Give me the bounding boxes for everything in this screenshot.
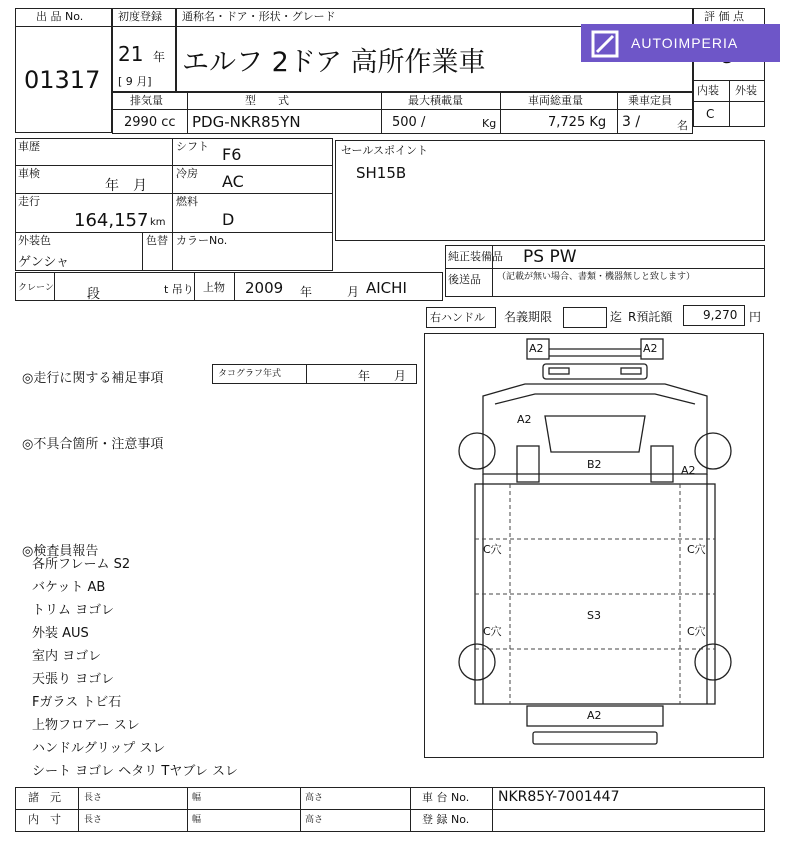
max-load-value: 500 / bbox=[392, 115, 426, 130]
max-load-unit: Kg bbox=[482, 117, 497, 130]
history-label: 車歴 bbox=[18, 140, 40, 153]
crane-lift: t 吊り bbox=[164, 283, 194, 296]
gross-weight-label: 車両総重量 bbox=[528, 94, 583, 107]
capacity-value: 3 / bbox=[622, 114, 641, 130]
sales-point-label: セールスポイント bbox=[341, 144, 429, 157]
shift-value: F6 bbox=[222, 145, 242, 164]
max-load-label: 最大積載量 bbox=[408, 94, 463, 107]
lot-number: 01317 bbox=[24, 66, 101, 94]
sales-point-value: SH15B bbox=[356, 164, 407, 182]
fuel-label: 燃料 bbox=[176, 195, 198, 208]
first-reg-year: 21 bbox=[118, 42, 144, 66]
report-line: シート ヨゴレ ヘタリ Tヤブレ スレ bbox=[32, 764, 238, 779]
capacity-unit: 名 bbox=[677, 119, 688, 132]
length-label: 長さ bbox=[84, 815, 103, 825]
height-label: 高さ bbox=[305, 815, 324, 825]
outer-label: 諸 元 bbox=[28, 791, 61, 804]
shipping-label: 後送品 bbox=[448, 273, 481, 286]
interior-grade: C bbox=[706, 107, 715, 121]
driving-heading: ◎走行に関する補足事項 bbox=[22, 371, 164, 386]
tacho-label: タコグラフ年式 bbox=[218, 369, 282, 379]
recycle-label: R預託額 bbox=[628, 310, 673, 324]
width-label: 幅 bbox=[192, 815, 202, 825]
report-line: 上物フロアー スレ bbox=[32, 718, 140, 733]
report-line: Fガラス トビ石 bbox=[32, 695, 122, 710]
first-reg-label: 初度登録 bbox=[118, 10, 162, 23]
exterior-label: 外装 bbox=[735, 84, 757, 97]
truck-outline bbox=[425, 334, 763, 757]
report-line: 外装 AUS bbox=[32, 626, 89, 641]
gross-weight-value: 7,725 Kg bbox=[548, 115, 607, 130]
body-year: 2009 bbox=[245, 279, 284, 297]
damage-mark: C穴 bbox=[687, 625, 706, 638]
body-label: 上物 bbox=[203, 281, 225, 294]
crane-label: クレーン bbox=[18, 283, 54, 293]
defect-heading: ◎不具合箇所・注意事項 bbox=[22, 437, 164, 452]
capacity-label: 乗車定員 bbox=[628, 94, 672, 107]
brand-logo bbox=[581, 24, 780, 62]
report-line: トリム ヨゴレ bbox=[32, 603, 115, 618]
fuel-value: D bbox=[222, 210, 235, 229]
damage-mark: A2 bbox=[517, 413, 532, 426]
damage-mark: S3 bbox=[587, 609, 601, 622]
width-label: 幅 bbox=[192, 793, 202, 803]
color-no-label: カラーNo. bbox=[176, 234, 228, 247]
ac-label: 冷房 bbox=[176, 167, 198, 180]
displacement-value: 2990 cc bbox=[124, 115, 176, 130]
inner-label: 内 寸 bbox=[28, 813, 61, 826]
brand-mark-icon bbox=[587, 26, 625, 64]
model-name: エルフ 2ドア 高所作業車 bbox=[182, 47, 486, 78]
body-maker: AICHI bbox=[366, 279, 407, 297]
interior-label: 内装 bbox=[697, 84, 719, 97]
brand-name: AUTOIMPERIA bbox=[631, 35, 739, 51]
shipping-note: （記載が無い場合、書類・機器無しと致します） bbox=[497, 272, 696, 282]
chassis-value: NKR85Y-7001447 bbox=[498, 789, 620, 805]
damage-mark: A2 bbox=[529, 342, 544, 355]
name-expiry-field bbox=[563, 307, 607, 328]
damage-mark: A2 bbox=[681, 464, 696, 477]
color-label: 外装色 bbox=[18, 234, 51, 247]
recycle-value: 9,270 bbox=[703, 308, 738, 322]
ac-value: AC bbox=[222, 172, 244, 191]
height-label: 高さ bbox=[305, 793, 324, 803]
color-value: ゲンシャ bbox=[18, 255, 70, 270]
crane-stage: 段 bbox=[87, 287, 101, 302]
first-reg-month: [ 9 月] bbox=[118, 75, 152, 88]
type-label: 型 式 bbox=[245, 94, 289, 107]
equipment-value: PS PW bbox=[523, 247, 577, 267]
equipment-label: 純正装備品 bbox=[448, 250, 503, 263]
vehicle-diagram bbox=[424, 333, 764, 758]
registration-label: 登 録 No. bbox=[422, 813, 470, 826]
damage-mark: C穴 bbox=[483, 543, 502, 556]
tacho-value: 年 月 bbox=[358, 369, 407, 383]
displacement-label: 排気量 bbox=[130, 94, 163, 107]
body-year-unit: 年 bbox=[300, 285, 313, 299]
length-label: 長さ bbox=[84, 793, 103, 803]
model-name-label: 通称名・ドア・形状・グレード bbox=[182, 10, 336, 23]
report-line: バケット AB bbox=[32, 580, 106, 595]
score-label: 評 価 点 bbox=[704, 10, 744, 23]
type-value: PDG-NKR85YN bbox=[192, 113, 301, 131]
year-unit: 年 bbox=[153, 50, 166, 64]
damage-mark: A2 bbox=[643, 342, 658, 355]
inspection-label: 車検 bbox=[18, 167, 40, 180]
report-line: ハンドルグリップ スレ bbox=[32, 741, 166, 756]
report-line: 天張り ヨゴレ bbox=[32, 672, 115, 687]
lot-label: 出 品 No. bbox=[36, 10, 84, 23]
damage-mark: B2 bbox=[587, 458, 602, 471]
mileage-value: 164,157 bbox=[74, 210, 149, 231]
mileage-unit: km bbox=[150, 217, 166, 228]
shift-label: シフト bbox=[176, 140, 209, 153]
damage-mark: A2 bbox=[587, 709, 602, 722]
inspection-value: 年 月 bbox=[105, 178, 147, 194]
report-line: 室内 ヨゴレ bbox=[32, 649, 102, 664]
name-expiry-label: 名義期限 bbox=[504, 310, 553, 324]
inspector-heading: ◎検査員報告 bbox=[22, 544, 99, 559]
damage-mark: C穴 bbox=[687, 543, 706, 556]
expiry-suffix: 迄 bbox=[610, 310, 623, 324]
mileage-label: 走行 bbox=[18, 195, 40, 208]
body-month: 月 bbox=[347, 285, 360, 299]
color-change-label: 色替 bbox=[146, 234, 168, 247]
report-line: 各所フレーム S2 bbox=[32, 557, 131, 572]
chassis-label: 車 台 No. bbox=[422, 791, 470, 804]
handle-value: 右ハンドル bbox=[430, 311, 485, 324]
damage-mark: C穴 bbox=[483, 625, 502, 638]
recycle-unit: 円 bbox=[749, 310, 762, 324]
